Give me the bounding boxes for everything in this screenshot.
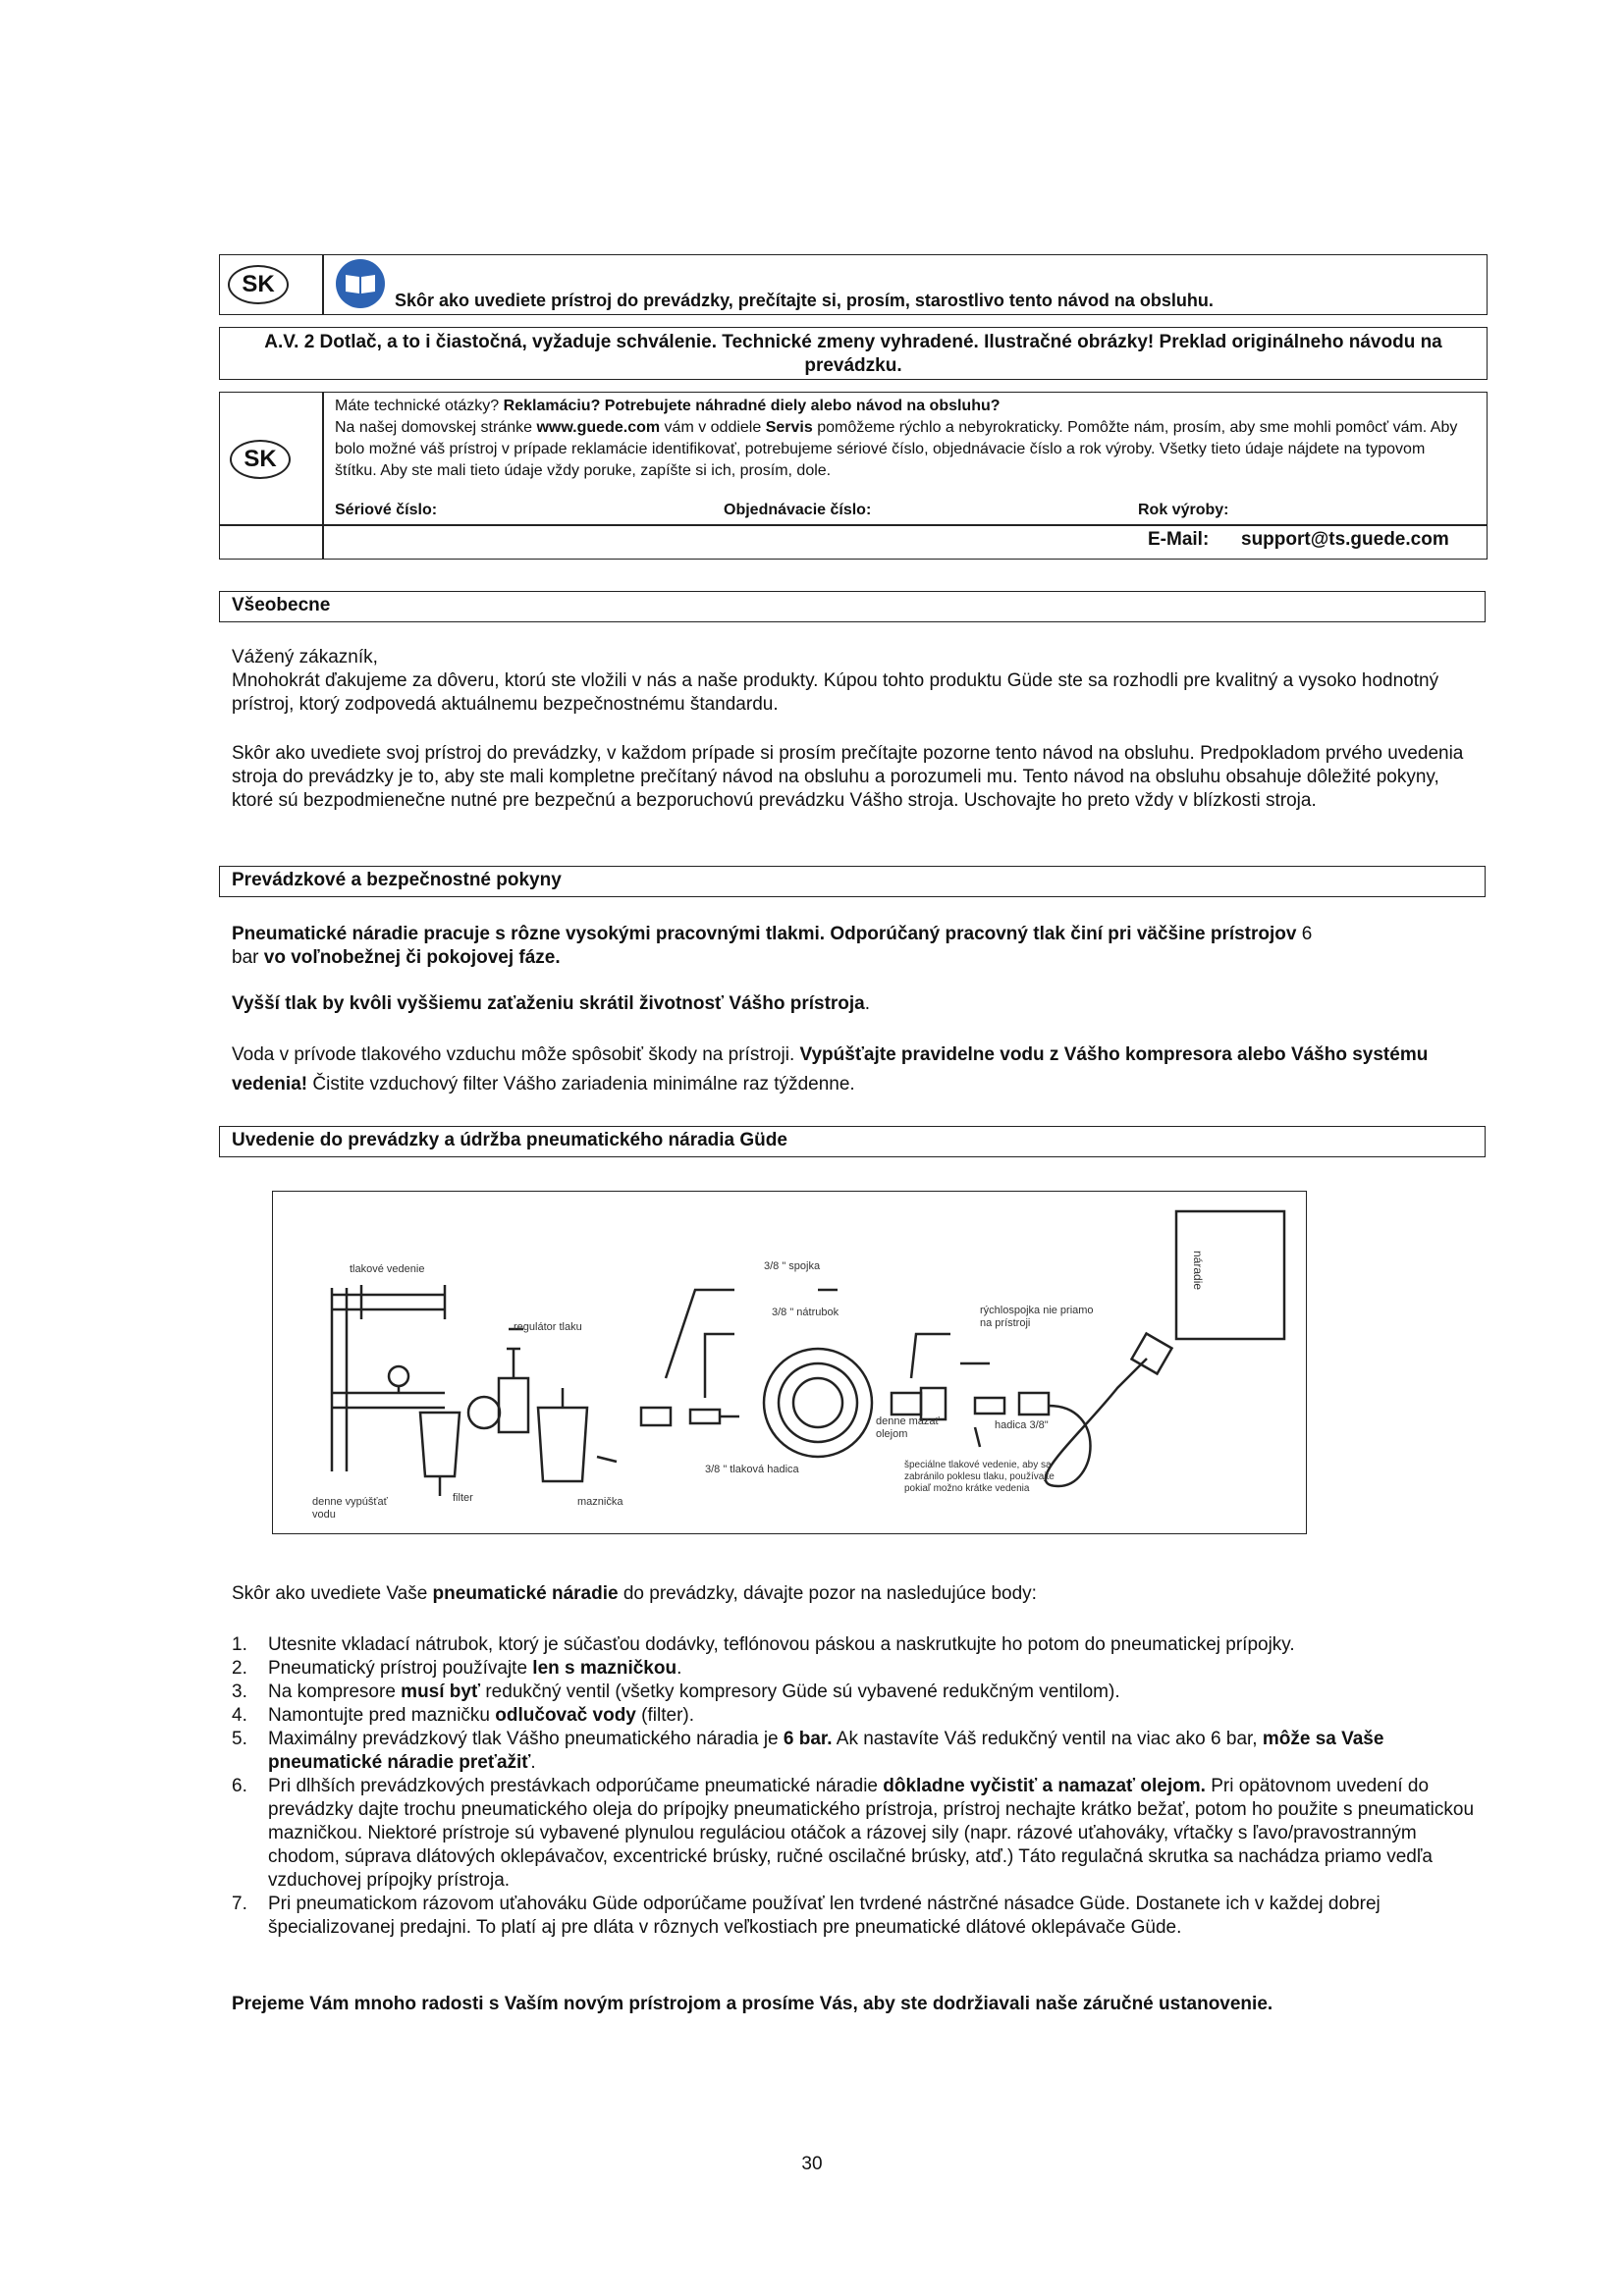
book-icon: [335, 258, 386, 309]
label-denne-vypustat: denne vypúšťať vodu: [312, 1496, 388, 1521]
reprint-notice: [219, 327, 1488, 380]
label-tlakove-vedenie: tlakové vedenie: [350, 1263, 425, 1275]
general-p2: Skôr ako uvediete svoj prístroj do prevádzky, v každom prípade si prosím prečítajte pozorne tento návod na obsluhu. Predpokladom prvého uvedenia stroja do prevádzky je to, aby ste mali kompletne prečítaný návod na obsluhu a porozumeli mu. Tento návod na obsluhu obsahuje dôležité pokyny, ktoré sú bezpodmienečne nutné pre bezpečnú a bezporuchovú prevádzku Vášho stroja. Uschovajte ho preto vždy v blízkosti stroja.: [232, 743, 1464, 811]
service-text: [335, 396, 1464, 482]
header-box: [219, 254, 1488, 315]
label-specialne: špeciálne tlakové vedenie, aby sa zabránilo poklesu tlaku, používajte pokiaľ možno krátke vedenia: [904, 1460, 1055, 1494]
greeting: Vážený zákazník,: [232, 647, 378, 667]
label-hadica: hadica 3/8": [995, 1419, 1049, 1431]
startup-steps: [232, 1633, 1489, 1940]
label-denne-mazat: denne mazať olejom: [876, 1415, 940, 1440]
label-maznicka: maznička: [577, 1496, 623, 1508]
label-naradie: náradie: [1191, 1251, 1205, 1291]
pneumatic-setup-diagram: [272, 1191, 1307, 1534]
label-natrubok: 3/8 " nátrubok: [772, 1307, 839, 1318]
section-title-general: Všeobecne: [219, 591, 1486, 622]
list-item: 6. Pri dlhších prevádzkových prestávkach odporúčame pneumatické náradie dôkladne vyčistiť a namazať olejom. Pri opätovnom uvedení do prevádzky dajte trochu pneumatického oleja do prípojky pneumatického prístroja, prístroj nechajte krátko bežať, potom ho použite s pneumatickou mazničkou. Niektoré prístroje sú vybavené plynulou reguláciou otáčok a rázovej sily (napr. rázové uťahováky, vŕtačky s ľavo/pravostranným chodom, súprava dlátových oklepávačov, excentrické brúsky, ručné oscilačné brúsky, atď.) Táto regulačná skrutka sa nachádza priamo vedľa vzduchovej prípojky prístroja.: [232, 1776, 1475, 1891]
label-tlakova-hadica: 3/8 " tlaková hadica: [705, 1464, 799, 1475]
email-label: E-Mail:: [1148, 529, 1210, 550]
diagram-drawing: [273, 1192, 1305, 1532]
list-item: 3. Na kompresore musí byť redukčný ventil (všetky kompresory Güde sú vybavené redukčným ventilom).: [232, 1682, 1120, 1702]
section-title-safety: Prevádzkové a bezpečnostné pokyny: [219, 866, 1486, 897]
service-lang-badge: SK: [230, 440, 291, 479]
section-title-startup: Uvedenie do prevádzky a údržba pneumatického náradia Güde: [219, 1126, 1486, 1157]
service-box: [219, 392, 1488, 560]
safety-p1: Pneumatické náradie pracuje s rôzne vysokými pracovnými tlakmi. Odporúčaný pracovný tlak činí pri väčšine prístrojov 6 bar vo voľnobežnej či pokojovej fáze.: [232, 924, 1313, 968]
label-filter: filter: [453, 1492, 473, 1504]
email-value[interactable]: support@ts.guede.com: [1241, 529, 1449, 550]
service-divider-v: [322, 393, 324, 559]
general-p1: Mnohokrát ďakujeme za dôveru, ktorú ste vložili v nás a naše produkty. Kúpou tohto produktu Güde ste sa rozhodli pre kvalitný a vysoko hodnotný prístroj, ktorý zodpovedá aktuálnemu bezpečnostnému štandardu.: [232, 670, 1439, 715]
label-spojka: 3/8 " spojka: [764, 1260, 821, 1272]
safety-p2: Vyšší tlak by kvôli vyššiemu zaťaženiu skrátil životnosť Vášho prístroja.: [232, 993, 871, 1014]
safety-p3: Voda v prívode tlakového vzduchu môže spôsobiť škody na prístroji. Vypúšťajte pravidelne vodu z Vášho kompresora alebo Vášho systému vedenia! Čistite vzduchový filter Vášho zariadenia minimálne raz týždenne.: [232, 1044, 1429, 1095]
list-item: 4. Namontujte pred mazničku odlučovač vody (filter).: [232, 1705, 694, 1726]
service-body: Na našej domovskej stránke www.guede.com vám v oddiele Servis pomôžeme rýchlo a nebyrokraticky. Pomôžte nám, prosím, aby sme mohli pomôcť vám. Aby bolo možné váš prístroj v prípade reklamácie identifikovať, potrebujeme sériové číslo, objednávacie číslo a rok výroby. Všetky tieto údaje nájdete na typovom štítku. Aby ste mali tieto údaje vždy poruke, zapíšte si ich, prosím, dole.: [335, 419, 1458, 479]
serial-label: Sériové číslo:: [335, 502, 438, 518]
website-link[interactable]: www.guede.com: [536, 419, 661, 436]
label-regulator: regulátor tlaku: [514, 1321, 582, 1333]
list-item: 7. Pri pneumatickom rázovom uťahováku Güde odporúčame používať len tvrdené nástrčné násadce Güde. Dostanete ich v každej dobrej špecializovanej predajni. To platí aj pre dláta v rôznych veľkostiach pre pneumatické dlátové oklepávače Güde.: [232, 1894, 1380, 1938]
lang-badge: SK: [228, 265, 289, 304]
read-manual-text: Skôr ako uvediete prístroj do prevádzky, prečítajte si, prosím, starostlivo tento návod na obsluhu.: [395, 291, 1214, 310]
page-number: 30: [801, 2154, 823, 2174]
closing-text: Prejeme Vám mnoho radosti s Vaším novým prístrojom a prosíme Vás, aby ste dodržiavali naše záručné ustanovenie.: [232, 1994, 1273, 2014]
reprint-notice-text: A.V. 2 Dotlač, a to i čiastočná, vyžaduje schválenie. Technické zmeny vyhradené. Ilustračné obrázky! Preklad originálneho návodu na prevádzku.: [264, 332, 1442, 376]
list-item: 1. Utesnite vkladací nátrubok, ktorý je súčasťou dodávky, teflónovou páskou a naskrutkujte ho potom do pneumatickej prípojky.: [232, 1634, 1295, 1655]
startup-intro: Skôr ako uvediete Vaše pneumatické náradie do prevádzky, dávajte pozor na nasledujúce body:: [232, 1583, 1037, 1604]
order-label: Objednávacie číslo:: [724, 502, 872, 518]
list-item: 5. Maximálny prevádzkový tlak Vášho pneumatického náradia je 6 bar. Ak nastavíte Váš redukčný ventil na viac ako 6 bar, môže sa Vaše pneumatické náradie preťažiť.: [232, 1729, 1384, 1773]
service-divider-h: [220, 524, 1487, 526]
list-item: 2. Pneumatický prístroj používajte len s mazničkou.: [232, 1658, 682, 1679]
year-label: Rok výroby:: [1138, 502, 1229, 518]
header-divider: [322, 255, 324, 314]
label-rychlospojka: rýchlospojka nie priamo na prístroji: [980, 1305, 1094, 1329]
service-question: Máte technické otázky? Reklamáciu? Potrebujete náhradné diely alebo návod na obsluhu?: [335, 398, 1001, 414]
